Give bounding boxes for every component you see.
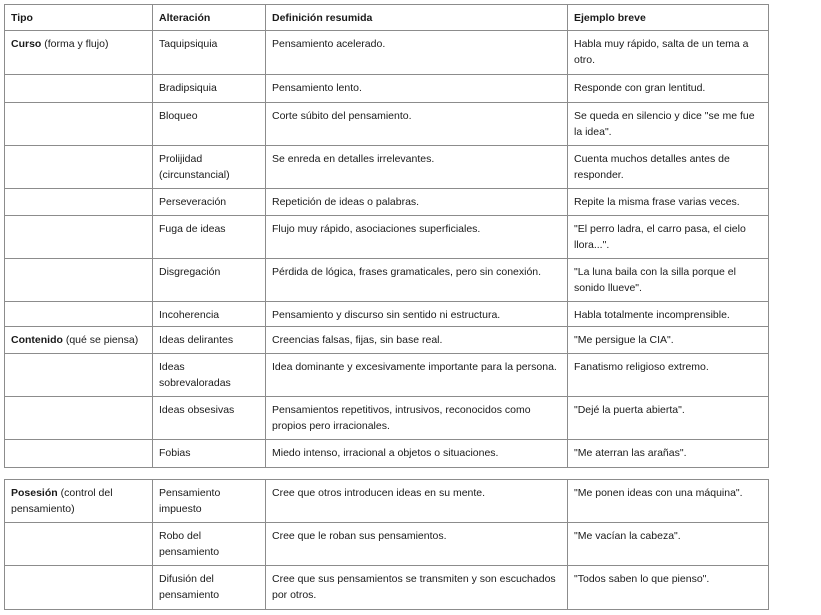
table-row xyxy=(5,354,769,397)
group-cell-empty xyxy=(5,397,153,440)
group-cell-empty xyxy=(5,75,153,103)
alteracion-cell: Robo del pensamiento xyxy=(153,523,266,566)
ejemplo-cell: Responde con gran lentitud. xyxy=(568,75,769,103)
group-cell-empty xyxy=(5,259,153,302)
table-row xyxy=(5,75,769,103)
definicion-cell: Repetición de ideas o palabras. xyxy=(266,189,568,216)
alteracion-cell: Difusión del pensamiento xyxy=(153,566,266,610)
table-row xyxy=(5,523,769,566)
table-row xyxy=(5,103,769,146)
table-row xyxy=(5,302,769,327)
definicion-cell: Flujo muy rápido, asociaciones superficiales. xyxy=(266,216,568,259)
ejemplo-cell: "La luna baila con la silla porque el sonido llueve". xyxy=(568,259,769,302)
group-cell-empty xyxy=(5,189,153,216)
header-tipo: Tipo xyxy=(5,5,153,31)
alteracion-cell: Taquipsiquia xyxy=(153,31,266,75)
group-cell-empty xyxy=(5,566,153,610)
definicion-cell: Creencias falsas, fijas, sin base real. xyxy=(266,327,568,354)
ejemplo-cell: Fanatismo religioso extremo. xyxy=(568,354,769,397)
table-row xyxy=(5,189,769,216)
definicion-cell: Cree que sus pensamientos se transmiten y son escuchados por otros. xyxy=(266,566,568,610)
ejemplo-cell: Se queda en silencio y dice "se me fue la idea". xyxy=(568,103,769,146)
group-label-posesion: Posesión (control del pensamiento) xyxy=(5,480,153,523)
table-row xyxy=(5,146,769,189)
table-row xyxy=(5,480,769,523)
table-row xyxy=(5,216,769,259)
header-alteracion: Alteración xyxy=(153,5,266,31)
group-cell-empty xyxy=(5,440,153,468)
definicion-cell: Miedo intenso, irracional a objetos o situaciones. xyxy=(266,440,568,468)
ejemplo-cell: "Me aterran las arañas". xyxy=(568,440,769,468)
alteracion-cell: Fuga de ideas xyxy=(153,216,266,259)
definicion-cell: Se enreda en detalles irrelevantes. xyxy=(266,146,568,189)
alteracion-cell: Prolijidad (circunstancial) xyxy=(153,146,266,189)
table-row xyxy=(5,327,769,354)
ejemplo-cell: "Me persigue la CIA". xyxy=(568,327,769,354)
group-label-curso: Curso (forma y flujo) xyxy=(5,31,153,75)
thought-disorders-table xyxy=(4,4,769,468)
posesion-table xyxy=(4,479,769,610)
group-cell-empty xyxy=(5,523,153,566)
alteracion-cell: Ideas sobrevaloradas xyxy=(153,354,266,397)
alteracion-cell: Disgregación xyxy=(153,259,266,302)
group-label-contenido: Contenido (qué se piensa) xyxy=(5,327,153,354)
alteracion-cell: Bradipsiquia xyxy=(153,75,266,103)
table-row xyxy=(5,31,769,75)
ejemplo-cell: "Dejé la puerta abierta". xyxy=(568,397,769,440)
group-cell-empty xyxy=(5,103,153,146)
group-cell-empty xyxy=(5,216,153,259)
table-row xyxy=(5,397,769,440)
alteracion-cell: Fobias xyxy=(153,440,266,468)
header-row xyxy=(5,5,769,31)
alteracion-cell: Ideas delirantes xyxy=(153,327,266,354)
ejemplo-cell: Habla muy rápido, salta de un tema a otro. xyxy=(568,31,769,75)
definicion-cell: Cree que le roban sus pensamientos. xyxy=(266,523,568,566)
definicion-cell: Pérdida de lógica, frases gramaticales, pero sin conexión. xyxy=(266,259,568,302)
definicion-cell: Pensamientos repetitivos, intrusivos, reconocidos como propios pero irracionales. xyxy=(266,397,568,440)
alteracion-cell: Bloqueo xyxy=(153,103,266,146)
alteracion-cell: Pensamiento impuesto xyxy=(153,480,266,523)
header-ejemplo: Ejemplo breve xyxy=(568,5,769,31)
ejemplo-cell: Cuenta muchos detalles antes de responder. xyxy=(568,146,769,189)
group-cell-empty xyxy=(5,302,153,327)
ejemplo-cell: "Todos saben lo que pienso". xyxy=(568,566,769,610)
ejemplo-cell: "El perro ladra, el carro pasa, el cielo llora...". xyxy=(568,216,769,259)
definicion-cell: Pensamiento acelerado. xyxy=(266,31,568,75)
alteracion-cell: Ideas obsesivas xyxy=(153,397,266,440)
definicion-cell: Pensamiento y discurso sin sentido ni estructura. xyxy=(266,302,568,327)
group-cell-empty xyxy=(5,146,153,189)
table-row xyxy=(5,440,769,468)
definicion-cell: Idea dominante y excesivamente importante para la persona. xyxy=(266,354,568,397)
table-row xyxy=(5,259,769,302)
ejemplo-cell: "Me ponen ideas con una máquina". xyxy=(568,480,769,523)
ejemplo-cell: Repite la misma frase varias veces. xyxy=(568,189,769,216)
ejemplo-cell: "Me vacían la cabeza". xyxy=(568,523,769,566)
header-definicion: Definición resumida xyxy=(266,5,568,31)
definicion-cell: Cree que otros introducen ideas en su mente. xyxy=(266,480,568,523)
alteracion-cell: Incoherencia xyxy=(153,302,266,327)
table-row xyxy=(5,566,769,610)
group-cell-empty xyxy=(5,354,153,397)
alteracion-cell: Perseveración xyxy=(153,189,266,216)
definicion-cell: Corte súbito del pensamiento. xyxy=(266,103,568,146)
ejemplo-cell: Habla totalmente incomprensible. xyxy=(568,302,769,327)
definicion-cell: Pensamiento lento. xyxy=(266,75,568,103)
